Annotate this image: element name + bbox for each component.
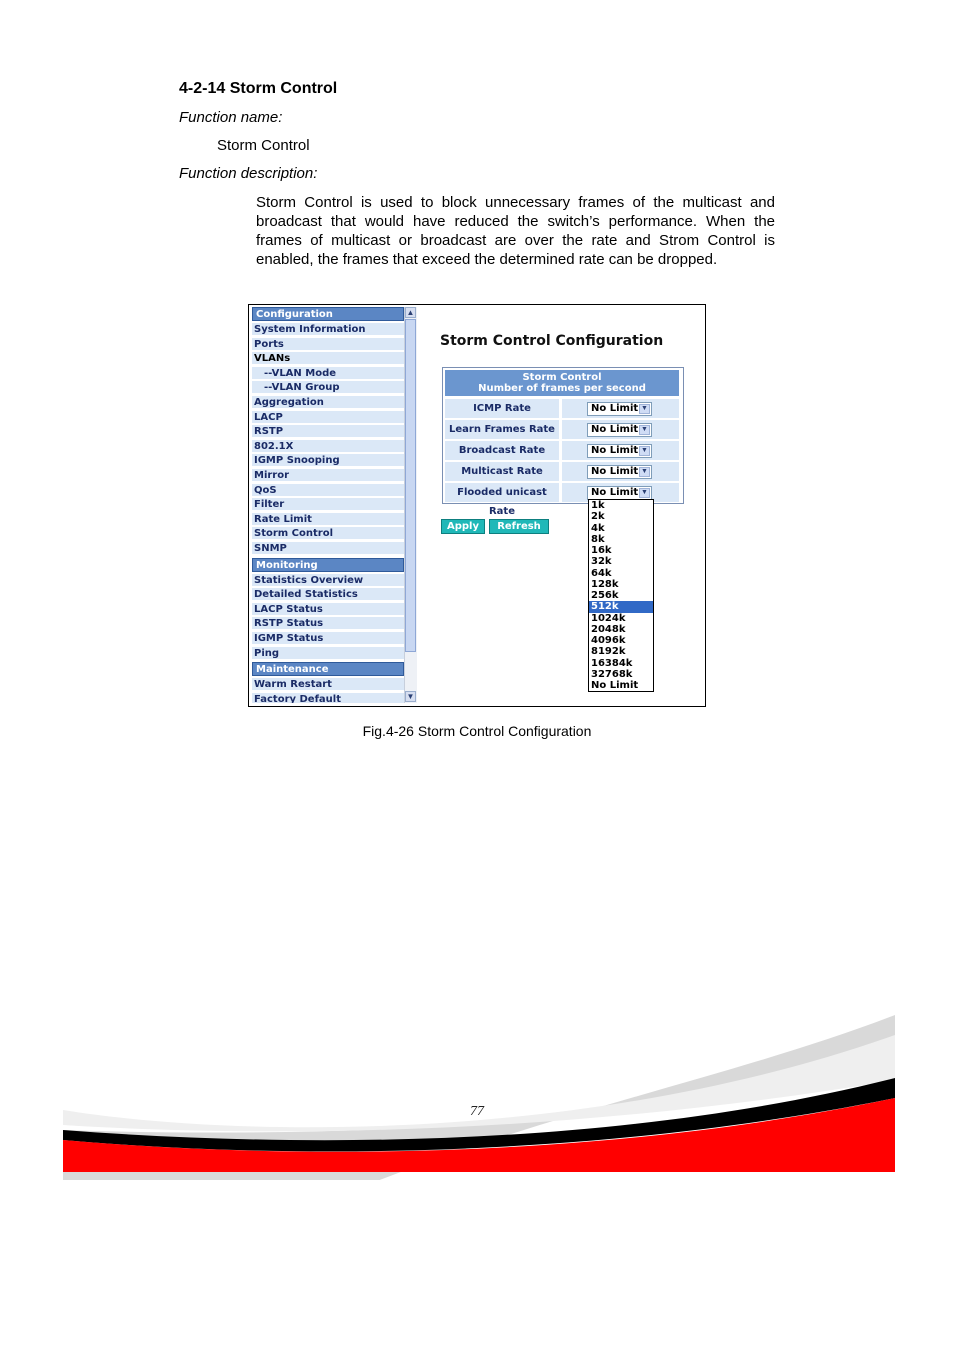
sidebar-item-vlans[interactable]: VLANs bbox=[252, 352, 404, 365]
rate-select-value: No Limit bbox=[591, 403, 639, 414]
row-label: Multicast Rate bbox=[445, 462, 559, 481]
rate-select[interactable] bbox=[587, 423, 652, 437]
sidebar-item-vlan-group[interactable]: --VLAN Group bbox=[252, 381, 404, 394]
row-value-cell bbox=[562, 462, 679, 481]
rate-select[interactable] bbox=[587, 444, 652, 458]
apply-button[interactable]: Apply bbox=[441, 519, 485, 534]
dropdown-option[interactable]: 512k bbox=[589, 601, 653, 612]
dropdown-option[interactable]: 16384k bbox=[591, 657, 633, 669]
dropdown-option[interactable]: 16k bbox=[591, 545, 612, 556]
sidebar-item-qos[interactable]: QoS bbox=[252, 484, 404, 497]
rate-select-value: No Limit bbox=[591, 424, 639, 435]
sidebar-item-lacp-status[interactable]: LACP Status bbox=[252, 603, 404, 616]
rate-select-value: No Limit bbox=[591, 487, 639, 498]
sidebar-item-rstp-status[interactable]: RSTP Status bbox=[252, 617, 404, 630]
row-label: Broadcast Rate bbox=[445, 441, 559, 460]
rate-select-value: No Limit bbox=[591, 466, 639, 477]
row-value-cell bbox=[562, 399, 679, 418]
dropdown-option[interactable]: 64k bbox=[591, 567, 612, 579]
sidebar-section-configuration: Configuration bbox=[252, 307, 404, 321]
function-name-label: Function name: bbox=[179, 109, 283, 126]
row-label: Learn Frames Rate bbox=[445, 420, 559, 439]
rate-select[interactable] bbox=[587, 465, 652, 479]
figure-caption: Fig.4-26 Storm Control Configuration bbox=[362, 723, 592, 739]
sidebar-item-igmp-status[interactable]: IGMP Status bbox=[252, 632, 404, 645]
dropdown-option[interactable]: 256k bbox=[591, 590, 619, 601]
dropdown-option[interactable]: 4096k bbox=[591, 635, 626, 646]
dropdown-option[interactable]: 32k bbox=[591, 556, 612, 568]
dropdown-option[interactable]: 2048k bbox=[591, 623, 626, 635]
sidebar-item-aggregation[interactable]: Aggregation bbox=[252, 396, 404, 409]
footer-swoosh-graphic bbox=[0, 990, 954, 1180]
sidebar-item-ports[interactable]: Ports bbox=[252, 338, 404, 351]
table-header bbox=[445, 370, 679, 396]
sidebar-scrollbar[interactable] bbox=[404, 307, 417, 703]
dropdown-option[interactable]: 1k bbox=[591, 500, 605, 511]
sidebar-section-maintenance: Maintenance bbox=[252, 662, 404, 676]
row-value-cell bbox=[562, 441, 679, 460]
sidebar-item-lacp[interactable]: LACP bbox=[252, 411, 404, 424]
rate-select[interactable] bbox=[587, 402, 652, 416]
sidebar-item-factory-default[interactable]: Factory Default bbox=[252, 693, 404, 703]
section-title: 4-2-14 Storm Control bbox=[179, 80, 338, 97]
function-description-text: Storm Control is used to block unnecessary frames of the multicast and broadcast that would have reduced the switch’s performance. When the frames of multicast or broadcast are over the rate and Strom Control is enabled, the frames that exceed the determined rate can be dropped. bbox=[256, 194, 775, 268]
rate-select-value: No Limit bbox=[591, 445, 639, 456]
dropdown-option[interactable]: 1024k bbox=[591, 612, 626, 624]
row-value-cell bbox=[562, 420, 679, 439]
sidebar-section-monitoring: Monitoring bbox=[252, 558, 404, 572]
sidebar-item-snmp[interactable]: SNMP bbox=[252, 542, 404, 555]
row-label: ICMP Rate bbox=[445, 399, 559, 418]
sidebar-menu bbox=[252, 307, 404, 703]
dropdown-option[interactable]: 8k bbox=[591, 533, 605, 545]
scroll-down-icon[interactable]: ▼ bbox=[406, 692, 415, 701]
storm-control-screenshot bbox=[248, 304, 706, 707]
sidebar-item-statistics-overview[interactable]: Statistics Overview bbox=[252, 574, 404, 587]
sidebar-item-detailed-statistics[interactable]: Detailed Statistics bbox=[252, 588, 404, 601]
dropdown-option[interactable]: 8192k bbox=[591, 646, 626, 658]
dropdown-option[interactable]: 2k bbox=[591, 511, 605, 523]
chevron-down-icon[interactable]: ▼ bbox=[639, 425, 650, 435]
dropdown-option[interactable]: 128k bbox=[591, 578, 619, 590]
chevron-down-icon[interactable]: ▼ bbox=[639, 404, 650, 414]
page-title: Storm Control Configuration bbox=[440, 333, 664, 349]
refresh-button[interactable]: Refresh bbox=[489, 519, 549, 534]
function-description-label: Function description: bbox=[179, 165, 318, 182]
dropdown-option[interactable]: 32768k bbox=[591, 668, 633, 680]
scroll-up-icon[interactable]: ▲ bbox=[406, 308, 415, 317]
sidebar-item-storm-control[interactable]: Storm Control bbox=[252, 527, 404, 540]
chevron-down-icon[interactable]: ▼ bbox=[639, 446, 650, 456]
page-number: 77 bbox=[470, 1104, 484, 1119]
table-header-line1: Storm Control bbox=[522, 372, 602, 383]
row-label: Flooded unicast Rate bbox=[445, 483, 559, 502]
scrollbar-thumb[interactable] bbox=[405, 319, 416, 652]
rate-select[interactable] bbox=[587, 486, 652, 500]
function-name-value: Storm Control bbox=[217, 137, 310, 154]
dropdown-option[interactable]: 4k bbox=[591, 522, 605, 534]
chevron-down-icon[interactable]: ▼ bbox=[639, 467, 650, 477]
sidebar-item-rstp[interactable]: RSTP bbox=[252, 425, 404, 438]
sidebar-item-warm-restart[interactable]: Warm Restart bbox=[252, 678, 404, 691]
sidebar-item-igmp-snooping[interactable]: IGMP Snooping bbox=[252, 454, 404, 467]
sidebar-item-ping[interactable]: Ping bbox=[252, 647, 404, 660]
sidebar-item-mirror[interactable]: Mirror bbox=[252, 469, 404, 482]
dropdown-option[interactable]: No Limit bbox=[591, 680, 639, 691]
sidebar-item-system-information[interactable]: System Information bbox=[252, 323, 404, 336]
chevron-down-icon[interactable]: ▼ bbox=[639, 488, 650, 498]
table-header-line2: Number of frames per second bbox=[478, 383, 646, 394]
rate-dropdown-list[interactable] bbox=[588, 499, 654, 692]
sidebar-item-filter[interactable]: Filter bbox=[252, 498, 404, 511]
sidebar-item-802-1x[interactable]: 802.1X bbox=[252, 440, 404, 453]
sidebar-item-vlan-mode[interactable]: --VLAN Mode bbox=[252, 367, 404, 380]
sidebar-item-rate-limit[interactable]: Rate Limit bbox=[252, 513, 404, 526]
